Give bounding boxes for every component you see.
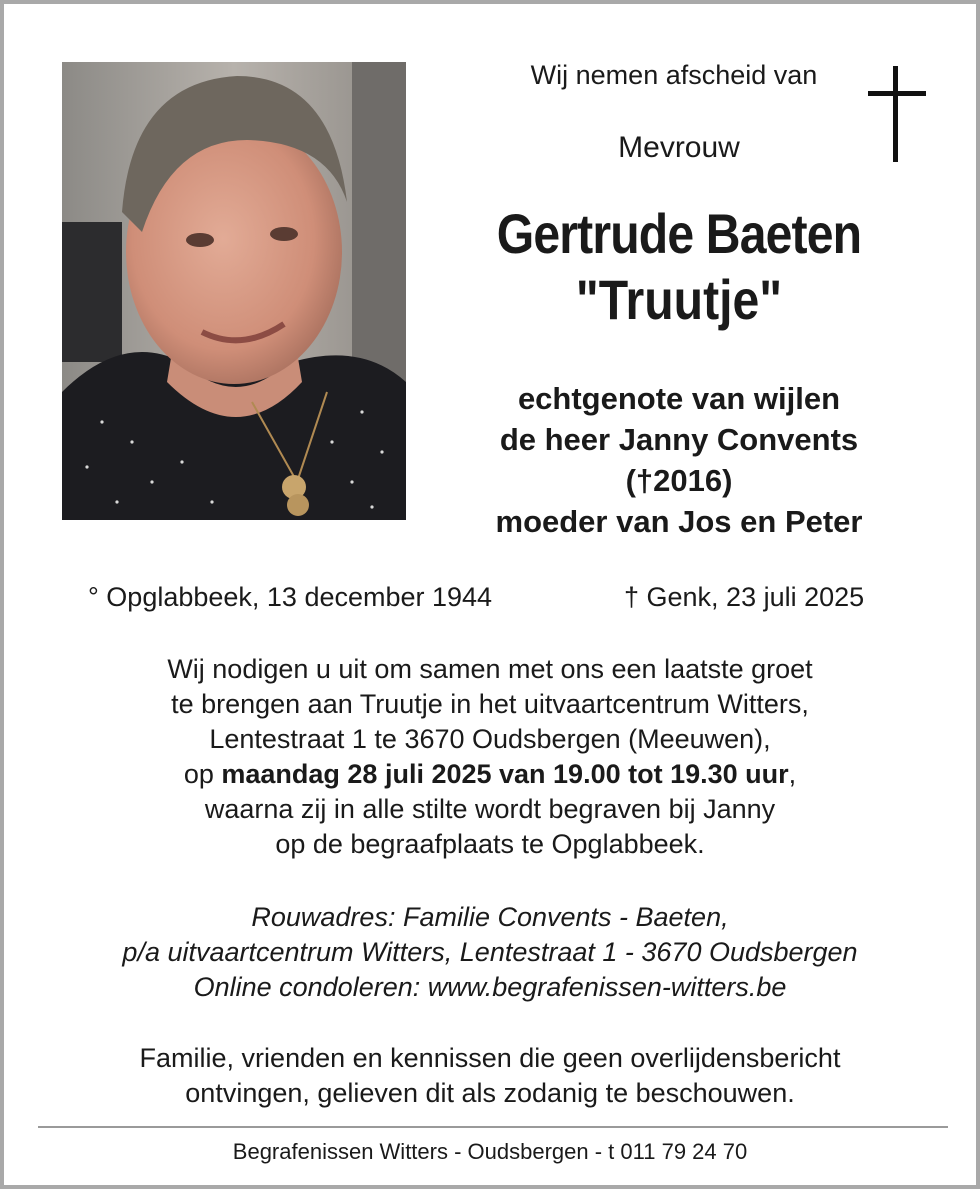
death-date: † Genk, 23 juli 2025 [624, 582, 865, 612]
invitation-line: op de begraafplaats te Opglabbeek. [275, 829, 705, 859]
honorific: Mevrouw [618, 131, 740, 164]
relation-line: de heer Janny Convents [499, 422, 859, 457]
portrait-image [62, 62, 406, 520]
deceased-nickname: "Truutje" [575, 268, 783, 331]
family-note-line: Familie, vrienden en kennissen die geen overlijdensbericht [139, 1043, 841, 1073]
family-note [4, 1041, 976, 1111]
relations [424, 378, 934, 542]
invitation-line: Lentestraat 1 te 3670 Oudsbergen (Meeuwen), [209, 724, 771, 754]
invitation-line: te brengen aan Truutje in het uitvaartcentrum Witters, [171, 689, 809, 719]
portrait-photo [62, 62, 406, 520]
invitation-suffix: , [788, 759, 797, 789]
relation-line: moeder van Jos en Peter [495, 504, 863, 539]
intro-text: Wij nemen afscheid van [530, 60, 818, 90]
birth-date: ° Opglabbeek, 13 december 1944 [88, 582, 493, 612]
family-note-line: ontvingen, gelieven dit als zodanig te beschouwen. [185, 1078, 795, 1108]
ceremony-datetime: maandag 28 juli 2025 van 19.00 tot 19.30 uur [221, 759, 789, 789]
address-line: Rouwadres: Familie Convents - Baeten, [251, 902, 729, 932]
footer-text: Begrafenissen Witters - Oudsbergen - t 011 79 24 70 [232, 1139, 748, 1164]
invitation-line: Wij nodigen u uit om samen met ons een laatste groet [167, 654, 813, 684]
relation-line: (†2016) [625, 463, 733, 498]
relation-line: echtgenote van wijlen [517, 381, 841, 416]
address-line: p/a uitvaartcentrum Witters, Lentestraat 1 - 3670 Oudsbergen [122, 937, 858, 967]
invitation-line: waarna zij in alle stilte wordt begraven bij Janny [204, 794, 776, 824]
mourning-address [4, 900, 976, 1005]
deceased-name: Gertrude Baeten [496, 202, 862, 265]
invitation-prefix: op [183, 759, 222, 789]
footer-divider [38, 1126, 948, 1128]
invitation-line [4, 757, 976, 792]
condolence-link: Online condoleren: www.begrafenissen-witters.be [193, 972, 787, 1002]
invitation-text [4, 652, 976, 862]
